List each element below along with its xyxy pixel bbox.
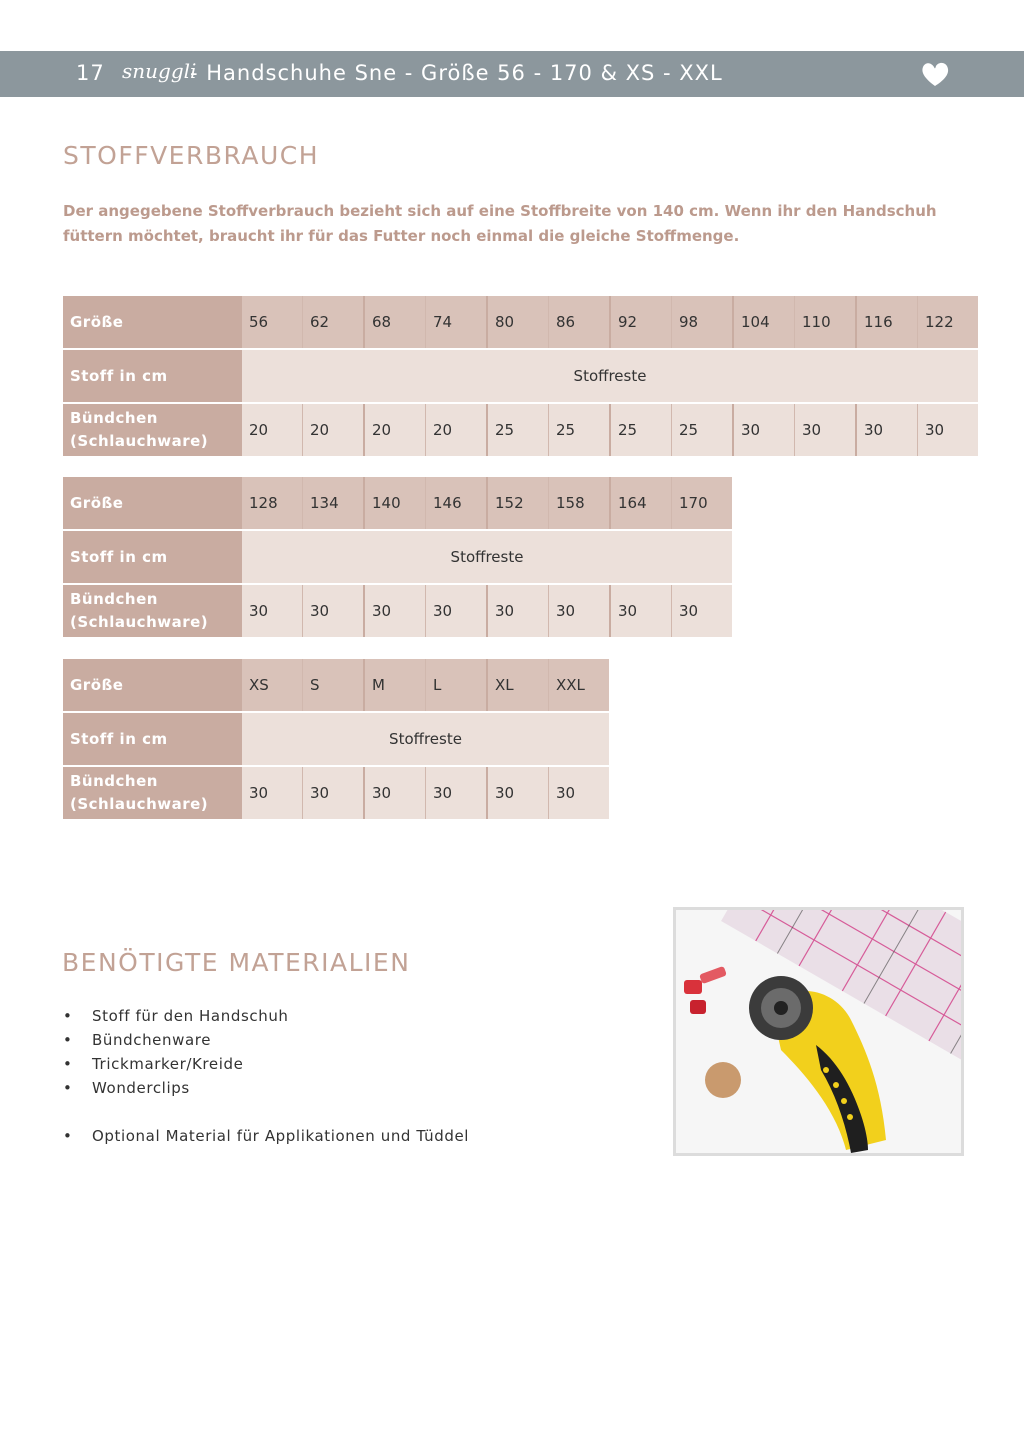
fabric-value: Stoffreste [242,712,609,766]
cuff-cell: 30 [303,766,365,819]
row-label-cuff-line1: Bündchen [70,590,158,608]
row-label-cuff-line1: Bündchen [70,772,158,790]
cuff-cell: 30 [549,584,611,637]
cuff-cell: 30 [733,403,795,456]
table-row-fabric [63,712,609,766]
cuff-cell: 30 [364,584,426,637]
cuff-cell: 20 [303,403,365,456]
cuff-cell: 30 [795,403,857,456]
size-cell: M [364,659,426,712]
table-row-cuff [63,766,609,819]
size-cell: 62 [303,296,365,349]
cuff-cell: 30 [856,403,918,456]
row-label-size: Größe [63,296,242,349]
size-cell: L [426,659,488,712]
cuff-cell: 25 [487,403,549,456]
cuff-cell: 30 [918,403,979,456]
size-cell: 158 [549,477,611,530]
size-cell: S [303,659,365,712]
row-label-cuff [63,403,242,456]
size-cell: 98 [672,296,734,349]
table-row-size [63,477,732,530]
size-table-kids-large [63,477,732,637]
size-cell: XL [487,659,549,712]
size-cell: 92 [610,296,672,349]
cuff-cell: 20 [426,403,488,456]
cuff-cell: 30 [242,584,303,637]
size-table-kids-small [63,296,978,456]
table-row-size [63,659,609,712]
table-row-fabric [63,530,732,584]
list-item: • Bündchenware [63,1028,469,1052]
section-heading-materialien: BENÖTIGTE MATERIALIEN [62,948,411,977]
cuff-cell: 30 [487,584,549,637]
size-cell: 146 [426,477,488,530]
row-label-size: Größe [63,477,242,530]
intro-paragraph: Der angegebene Stoffverbrauch bezieht sich auf eine Stoffbreite von 140 cm. Wenn ihr den Handschuh füttern möchtet, braucht ihr für das Futter noch einmal die gleiche Stoffmenge. [63,202,937,245]
size-table-adult [63,659,609,819]
page-number: 17 [76,61,105,85]
cuff-cell: 30 [303,584,365,637]
cuff-cell: 25 [610,403,672,456]
cuff-cell: 30 [672,584,733,637]
size-cell: 164 [610,477,672,530]
document-title: - Handschuhe Sne - Größe 56 - 170 & XS - XXL [190,61,723,85]
rotary-cutter-illustration [676,910,961,1153]
cuff-cell: 20 [364,403,426,456]
size-cell: 74 [426,296,488,349]
row-label-fabric: Stoff in cm [63,349,242,403]
size-cell: XS [242,659,303,712]
size-cell: 68 [364,296,426,349]
row-label-cuff-line2: (Schlauchware) [70,613,209,631]
size-cell: 152 [487,477,549,530]
list-item: • Stoff für den Handschuh [63,1004,469,1028]
cuff-cell: 25 [672,403,734,456]
section-heading-stoffverbrauch: STOFFVERBRAUCH [63,141,320,170]
size-cell: 104 [733,296,795,349]
size-cell: 110 [795,296,857,349]
size-cell: 170 [672,477,733,530]
cuff-cell: 30 [364,766,426,819]
rotary-cutter-photo [673,907,964,1156]
size-cell: 56 [242,296,303,349]
cuff-cell: 25 [549,403,611,456]
size-cell: 86 [549,296,611,349]
size-cell: XXL [549,659,610,712]
size-cell: 134 [303,477,365,530]
size-cell: 140 [364,477,426,530]
row-label-cuff [63,766,242,819]
row-label-cuff-line2: (Schlauchware) [70,795,209,813]
fabric-value: Stoffreste [242,349,978,403]
table-row-cuff [63,584,732,637]
list-item: • Wonderclips [63,1076,469,1100]
cuff-cell: 30 [242,766,303,819]
row-label-fabric: Stoff in cm [63,712,242,766]
size-cell: 80 [487,296,549,349]
size-cell: 122 [918,296,979,349]
brand-logo: snuggli [122,59,197,83]
row-label-size: Größe [63,659,242,712]
row-label-cuff-line1: Bündchen [70,409,158,427]
cuff-cell: 30 [610,584,672,637]
row-label-fabric: Stoff in cm [63,530,242,584]
row-label-cuff-line2: (Schlauchware) [70,432,209,450]
row-label-cuff [63,584,242,637]
list-item: • Trickmarker/Kreide [63,1052,469,1076]
list-item: • Optional Material für Applikationen und Tüddel [63,1124,469,1148]
heart-icon [920,60,950,88]
page-header [0,51,1024,97]
table-row-cuff [63,403,978,456]
size-cell: 116 [856,296,918,349]
cuff-cell: 30 [549,766,610,819]
cuff-cell: 30 [487,766,549,819]
cuff-cell: 20 [242,403,303,456]
size-cell: 128 [242,477,303,530]
table-row-fabric [63,349,978,403]
materials-list [63,1004,469,1148]
fabric-value: Stoffreste [242,530,732,584]
cuff-cell: 30 [426,766,488,819]
table-row-size [63,296,978,349]
cuff-cell: 30 [426,584,488,637]
